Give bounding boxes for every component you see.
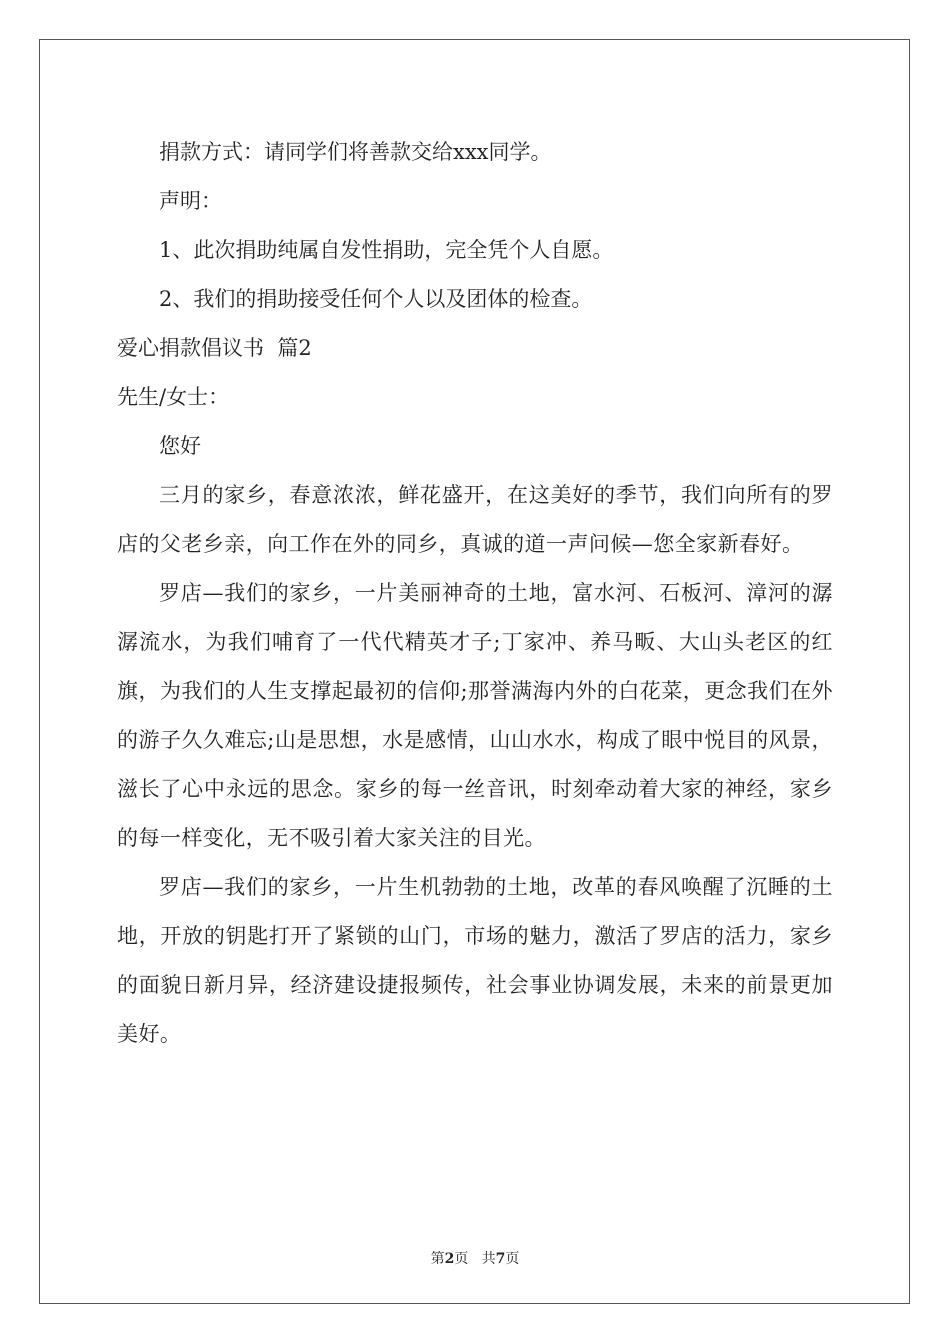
footer-current-page: 2 — [444, 1251, 455, 1267]
statement-item-1: 1、此次捐助纯属自发性捐助，完全凭个人自愿。 — [159, 238, 614, 262]
greeting: 您好 — [159, 434, 201, 458]
footer-suffix: 页 — [505, 1251, 520, 1267]
salutation: 先生/女士： — [117, 385, 230, 409]
paragraph-2: 罗店—我们的家乡，一片美丽神奇的土地，富水河、石板河、漳河的潺潺流水，为我们哺育了一代代精英才子;丁家冲、养马畈、大山头老区的红旗，为我们的人生支撑起最初的信仰;那誉满海内外的白花菜，更念我们在外的游子久久难忘;山是思想，水是感情，山山水水，构成了眼中悦目的风景，滋长了心中永远的思念。家乡的每一丝音讯，时刻牵动着大家的神经，家乡的每一样变化，无不吸引着大家关注的目光。 — [117, 581, 833, 850]
paragraph-1: 三月的家乡，春意浓浓，鲜花盛开，在这美好的季节，我们向所有的罗店的父老乡亲，向工作在外的同乡，真诚的道一声问候—您全家新春好。 — [117, 483, 833, 556]
document-body — [117, 128, 833, 1059]
footer-total-pages: 7 — [495, 1251, 506, 1267]
statement-label: 声明： — [159, 189, 222, 213]
donation-method-line: 捐款方式：请同学们将善款交给xxx同学。 — [159, 140, 552, 164]
footer-prefix: 第 — [430, 1251, 445, 1267]
section-title: 爱心捐款倡议书 篇2 — [117, 336, 312, 360]
statement-item-2: 2、我们的捐助接受任何个人以及团体的检查。 — [159, 287, 593, 311]
page-footer — [0, 1248, 950, 1268]
footer-mid: 页 共 — [454, 1251, 496, 1267]
paragraph-3: 罗店—我们的家乡，一片生机勃勃的土地，改革的春风唤醒了沉睡的土地，开放的钥匙打开了紧锁的山门，市场的魅力，激活了罗店的活力，家乡的面貌日新月异，经济建设捷报频传，社会事业协调发展，未来的前景更加美好。 — [117, 875, 833, 1046]
